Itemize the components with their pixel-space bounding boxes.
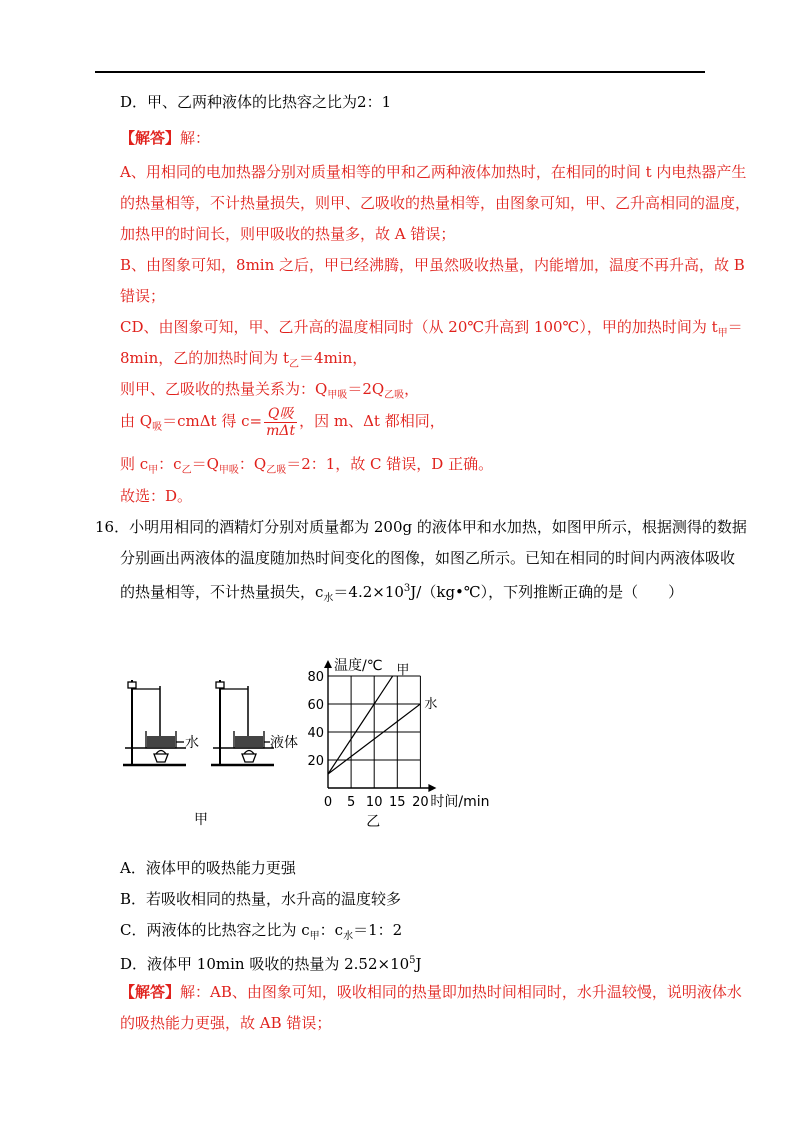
superscript: 5: [409, 955, 416, 966]
y-tick-label: 80: [307, 670, 324, 685]
caption-yi: 乙: [366, 814, 381, 828]
text-segment: 解：AB、由图象可知，吸收相同的热量即加热时间相同时，水升温较慢，说明液体水: [180, 983, 742, 1001]
text-segment: ＝2：1，故 C 错误，D 正确。: [286, 455, 494, 473]
temperature-time-graph: [307, 634, 489, 828]
alcohol-lamp: [242, 754, 256, 762]
answer-tag: 【解答】: [120, 129, 181, 147]
subscript: 乙吸: [266, 465, 287, 476]
x-axis-arrow: [428, 784, 436, 792]
fraction: [264, 406, 297, 439]
question-16-line-2: 分别画出两液体的温度随加热时间变化的图像，如图乙所示。已知在相同的时间内两液体吸收: [120, 549, 736, 567]
text-segment: ＝cmΔt 得 c=: [162, 412, 263, 430]
x-tick-label: 20: [412, 795, 429, 810]
text-segment: J/（kg•℃），下列推断正确的是（ ）: [410, 583, 684, 601]
x-tick-label: 0: [323, 795, 333, 810]
text-segment: 则甲、乙吸收的热量关系为：Q: [120, 380, 328, 398]
fraction-denominator: mΔt: [266, 422, 296, 439]
text-segment: C．两液体的比热容之比为 c: [120, 921, 310, 939]
x-tick-label: 10: [365, 795, 383, 810]
beaker-liquid: [147, 736, 175, 747]
text-segment: ＝4min，: [299, 349, 368, 367]
text-segment: ，: [404, 380, 420, 398]
answer-a-line-3: 加热甲的时间长，则甲吸收的热量多，故 A 错误；: [120, 225, 456, 243]
label-water: 水: [185, 735, 199, 751]
stand-clamp: [216, 682, 224, 688]
subscript: 乙: [181, 465, 192, 476]
text-segment: ：Q: [238, 455, 267, 473]
answer-a-line-2: 的热量相等，不计热量损失，则甲、乙吸收的热量相等，由图象可知，甲、乙升高相同的温度，: [120, 194, 751, 212]
text-segment: ＝2Q: [347, 380, 385, 398]
answer-b-line-2: 错误；: [120, 287, 166, 305]
text-segment: J: [415, 955, 422, 973]
question-16-line-3: [120, 579, 683, 609]
subscript: 甲: [309, 931, 320, 942]
question-16-figure: [120, 628, 540, 828]
text-segment: ：c: [158, 455, 182, 473]
subscript: 甲: [148, 465, 159, 476]
answer-jie: 解：: [180, 129, 211, 147]
x-tick-label: 15: [389, 795, 406, 810]
text-segment: D．液体甲 10min 吸收的热量为 2.52×10: [120, 955, 410, 973]
answer-choice: 故选：D。: [120, 487, 193, 505]
option-a: A．液体甲的吸热能力更强: [120, 859, 296, 877]
answer-a-line-1: A、用相同的电加热器分别对质量相等的甲和乙两种液体加热时，在相同的时间 t 内电热器产生: [120, 163, 747, 181]
y-tick-label: 40: [307, 726, 324, 741]
answer2-line-2: 的吸热能力更强，故 AB 错误；: [120, 1014, 332, 1032]
y-axis-arrow: [324, 660, 332, 668]
text-segment: ＝1：2: [353, 921, 403, 939]
prev-option-d: D．甲、乙两种液体的比热容之比为2：1: [120, 93, 392, 111]
question-16-line-1: 16．小明用相同的酒精灯分别对质量都为 200g 的液体甲和水加热，如图甲所示，根据测得的数据: [95, 518, 747, 536]
subscript: 甲: [717, 328, 728, 339]
text-segment: ＝4.2×10: [333, 583, 404, 601]
answer-heading: [120, 128, 210, 148]
option-c: [120, 920, 402, 947]
caption-jia: 甲: [194, 812, 208, 828]
subscript: 乙吸: [384, 390, 405, 401]
option-d: [120, 951, 422, 974]
subscript: 水: [323, 593, 334, 604]
apparatus-water: [123, 680, 186, 765]
text-segment: CD、由图象可知，甲、乙升高的温度相同时（从 20℃升高到 100℃），甲的加热时间为 t: [120, 318, 718, 336]
text-segment: ＝Q: [191, 455, 219, 473]
subscript: 甲吸: [218, 465, 239, 476]
answer-heat-relation: [120, 379, 419, 406]
label-liquid: 液体: [270, 735, 298, 751]
answer-specific-heat-ratio: [120, 454, 493, 481]
y-tick-label: 20: [307, 754, 324, 769]
answer-cd-line-1: [120, 317, 743, 344]
text-segment: ，因 m、Δt 都相同，: [299, 412, 445, 430]
header-rule: [95, 71, 705, 73]
text-segment: 由 Q: [120, 412, 153, 430]
answer-formula: [120, 403, 445, 446]
y-axis-label: 温度/℃: [334, 658, 383, 674]
figure-svg: [120, 628, 540, 828]
x-axis-label: 时间/min: [430, 794, 490, 810]
alcohol-lamp: [154, 754, 168, 762]
subscript: 水: [343, 931, 354, 942]
y-tick-label: 60: [307, 698, 324, 713]
beaker-liquid: [235, 736, 263, 747]
text-segment: 的热量相等，不计热量损失，c: [120, 583, 324, 601]
series-label-water: 水: [424, 697, 438, 712]
answer-b-line-1: B、由图象可知，8min 之后，甲已经沸腾，甲虽然吸收热量，内能增加，温度不再升高，故 B: [120, 256, 745, 274]
option-b: B．若吸收相同的热量，水升高的温度较多: [120, 890, 402, 908]
answer-cd-line-2: [120, 348, 367, 375]
text-segment: 8min，乙的加热时间为 t: [120, 349, 290, 367]
subscript: 吸: [152, 422, 163, 433]
subscript: 乙: [289, 359, 300, 370]
fraction-numerator: Q吸: [264, 406, 297, 423]
x-tick-label: 5: [346, 795, 356, 810]
text-segment: ＝: [727, 318, 743, 336]
answer2-line-1: [120, 982, 742, 1002]
series-label-jia: 甲: [396, 663, 410, 678]
apparatus-liquid: [211, 680, 274, 765]
subscript: 甲吸: [327, 390, 348, 401]
stand-clamp: [128, 682, 136, 688]
answer-tag: 【解答】: [120, 983, 181, 1001]
text-segment: 则 c: [120, 455, 149, 473]
text-segment: ：c: [319, 921, 344, 939]
superscript: 3: [403, 583, 411, 594]
